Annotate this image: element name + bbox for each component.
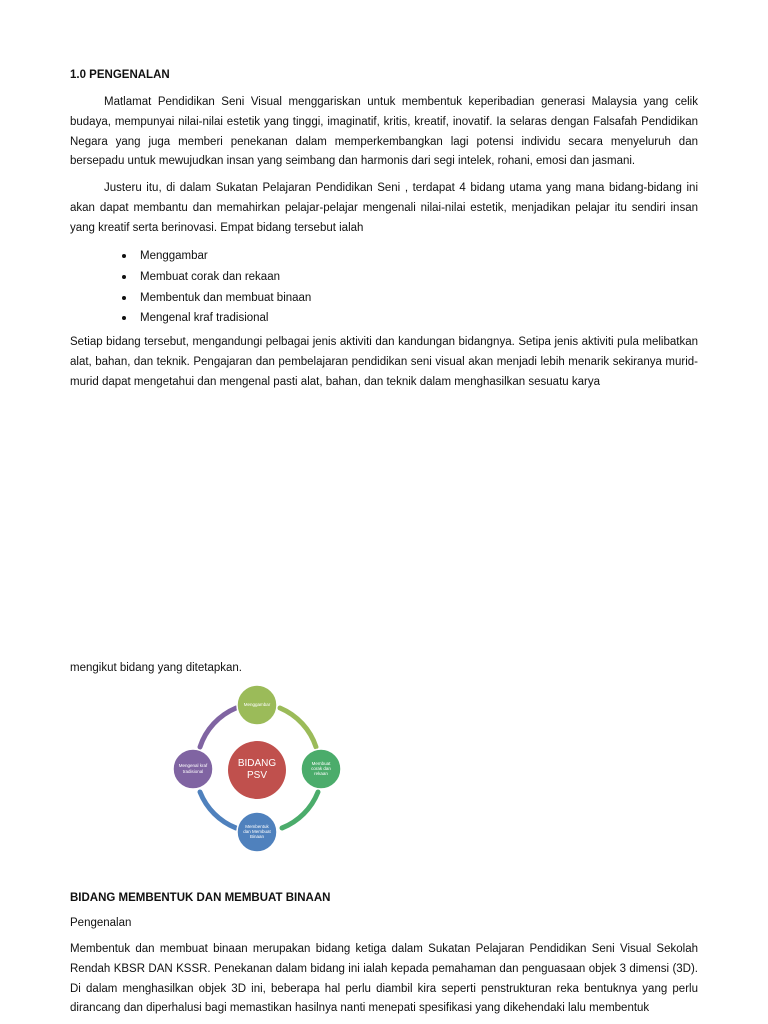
center-label-line1: BIDANG: [237, 758, 277, 769]
node-menggambar-label: Menggambar: [243, 702, 271, 707]
paragraph-justeru: Justeru itu, di dalam Sukatan Pelajaran Pendidikan Seni , terdapat 4 bidang utama yang mana bidang-bidang ini akan dapat membantu dan memahirkan pelajar-pelajar mengenali nilai-nilai estetik, menjadikan pelajar itu sendiri insan yang kreatif serta berinovasi. Empat bidang tersebut ialah: [70, 182, 698, 234]
bidang-psv-cycle-diagram: [170, 680, 350, 860]
paragraph-continuation: mengikut bidang yang ditetapkan.: [70, 662, 242, 674]
center-label-line2: PSV: [246, 770, 268, 781]
node-label-line: Membentuk: [245, 824, 269, 829]
node-label-line: rekaan: [314, 771, 328, 776]
node-label-line: Mengenal kraf: [178, 763, 208, 768]
list-item: Mengenal kraf tradisional: [70, 308, 311, 329]
subheading-pengenalan: Pengenalan: [70, 917, 132, 929]
node-label-line: Binaan: [249, 834, 265, 839]
node-label-line: Membuat: [311, 761, 331, 766]
arc-right-bottom: [282, 792, 318, 828]
section-heading-membentuk: BIDANG MEMBENTUK DAN MEMBUAT BINAAN: [70, 892, 331, 904]
paragraph-membentuk: Membentuk dan membuat binaan merupakan bidang ketiga dalam Sukatan Pelajaran Pendidikan Seni Visual Sekolah Rendah KBSR DAN KSSR. Penekanan dalam bidang ini ialah kepada pemahaman dan penguasaan objek 3 dimensi (3D). Di dalam menghasilkan objek 3D ini, beberapa hal perlu diambil kira seperti penstrukturan reka bentuknya yang perlu dirancang dan diperhalusi bagi memastikan hasilnya nanti menepati spesifikasi yang dikehendaki lalu membentuk: [70, 943, 698, 1015]
arc-bottom-left: [200, 792, 236, 828]
arc-top-right: [280, 708, 316, 747]
list-item: Membuat corak dan rekaan: [70, 267, 311, 288]
section-heading-pengenalan: 1.0 PENGENALAN: [70, 69, 170, 81]
paragraph-matlamat: Matlamat Pendidikan Seni Visual menggariskan untuk membentuk keperibadian generasi Malaysia yang celik budaya, mempunyai nilai-nilai estetik yang tinggi, imaginatif, kritis, kreatif, inovatif. Ia selaras dengan Falsafah Pendidikan Negara yang juga memberi penekanan dalam memperkembangkan lagi potensi individu secara menyeluruh dan bersepadu untuk mewujudkan insan yang seimbang dan harmonis dari segi intelek, rohani, emosi dan jasmani.: [70, 96, 698, 168]
arc-left-top: [200, 708, 236, 747]
list-item: Membentuk dan membuat binaan: [70, 288, 311, 309]
list-item: Menggambar: [70, 246, 311, 267]
node-label-line: dan Membuat: [243, 829, 271, 834]
node-label-line: tradisional: [182, 769, 204, 774]
bidang-bullet-list: [70, 246, 311, 329]
paragraph-setiap-bidang: Setiap bidang tersebut, mengandungi pelbagai jenis aktiviti dan kandungan bidangnya. Setipa jenis aktiviti pula melibatkan alat, bahan, dan teknik. Pengajaran dan pembelajaran pendidikan seni visual akan menjadi lebih menarik sekiranya murid-murid dapat mengetahui dan mengenal pasti alat, bahan, dan teknik dalam menghasilkan sesuatu karya: [70, 336, 698, 388]
node-label-line: corak dan: [311, 766, 331, 771]
